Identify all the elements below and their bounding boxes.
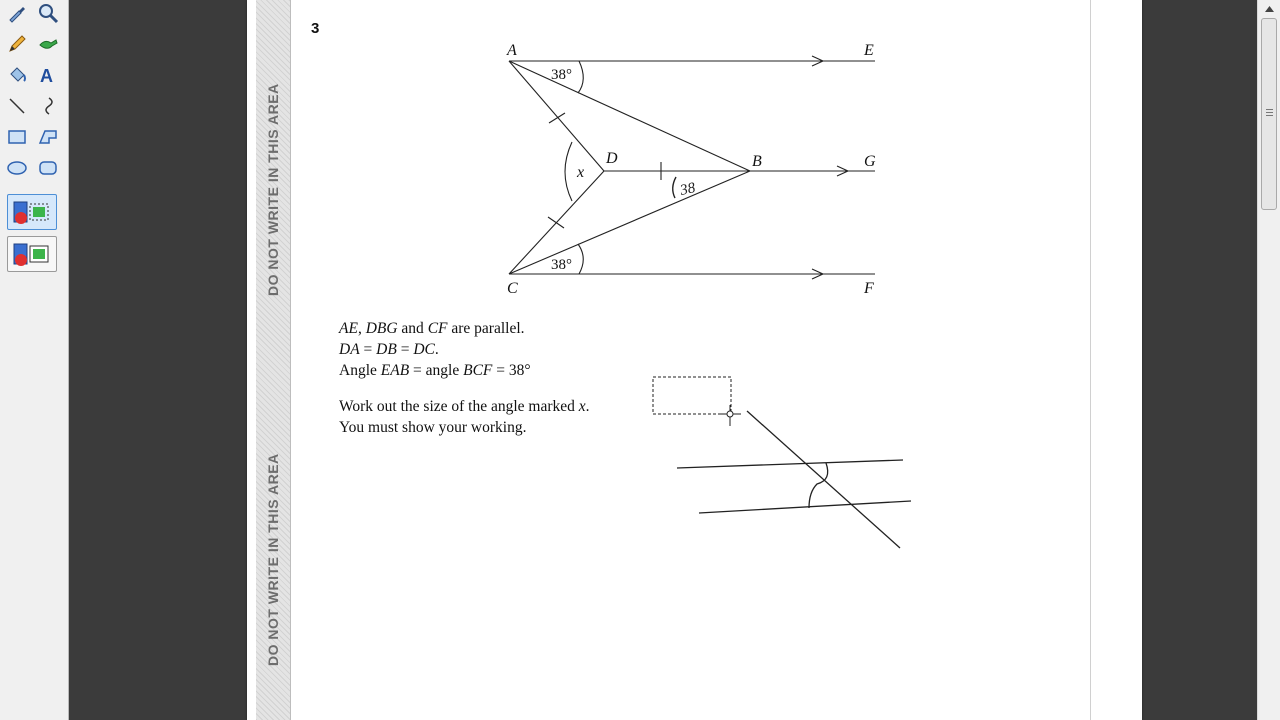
angle-label-x: x (577, 164, 585, 181)
equal-lengths-statement: DA = DB = DC. (339, 341, 439, 358)
label-e: E (864, 42, 874, 59)
arc-eab (578, 61, 583, 93)
line-ab (509, 61, 750, 171)
given-statement (339, 318, 531, 381)
vertical-scrollbar[interactable] (1257, 0, 1280, 720)
arc-bcf (578, 244, 583, 274)
label-d: D (606, 150, 618, 167)
angle-label-top: 38° (551, 67, 572, 83)
angle-label-bottom: 38° (551, 257, 572, 273)
selection-rectangle[interactable] (653, 377, 731, 414)
margin-warning-bottom: DO NOT WRITE IN THIS AREA (265, 453, 281, 666)
label-c: C (507, 280, 518, 297)
scroll-up-button[interactable] (1258, 0, 1280, 17)
svg-text:A: A (40, 66, 53, 86)
handwritten-arc (673, 177, 676, 198)
chevron-up-icon (1265, 6, 1274, 12)
crosshair-cursor-icon (720, 405, 741, 426)
task-line-2: You must show your working. (339, 419, 527, 436)
scroll-thumb[interactable] (1261, 18, 1277, 210)
tick-da (549, 113, 565, 123)
parallel-statement: AE, DBG and CF are parallel. (339, 320, 525, 337)
line-cb (509, 171, 750, 274)
label-a: A (507, 42, 517, 59)
margin-warning-top: DO NOT WRITE IN THIS AREA (265, 83, 281, 296)
handwritten-angle-38: 38 (678, 180, 697, 199)
task-instructions (339, 396, 590, 438)
tick-dc (548, 217, 564, 228)
label-f: F (864, 280, 874, 297)
label-g: G (864, 153, 876, 170)
hand-drawn-sketch (677, 411, 911, 548)
angle-statement: Angle EAB = angle BCF = 38° (339, 362, 531, 379)
label-b: B (752, 153, 762, 170)
arc-x (565, 142, 572, 201)
task-line-1: Work out the size of the angle marked x. (339, 398, 590, 415)
question-number: 3 (311, 20, 320, 37)
